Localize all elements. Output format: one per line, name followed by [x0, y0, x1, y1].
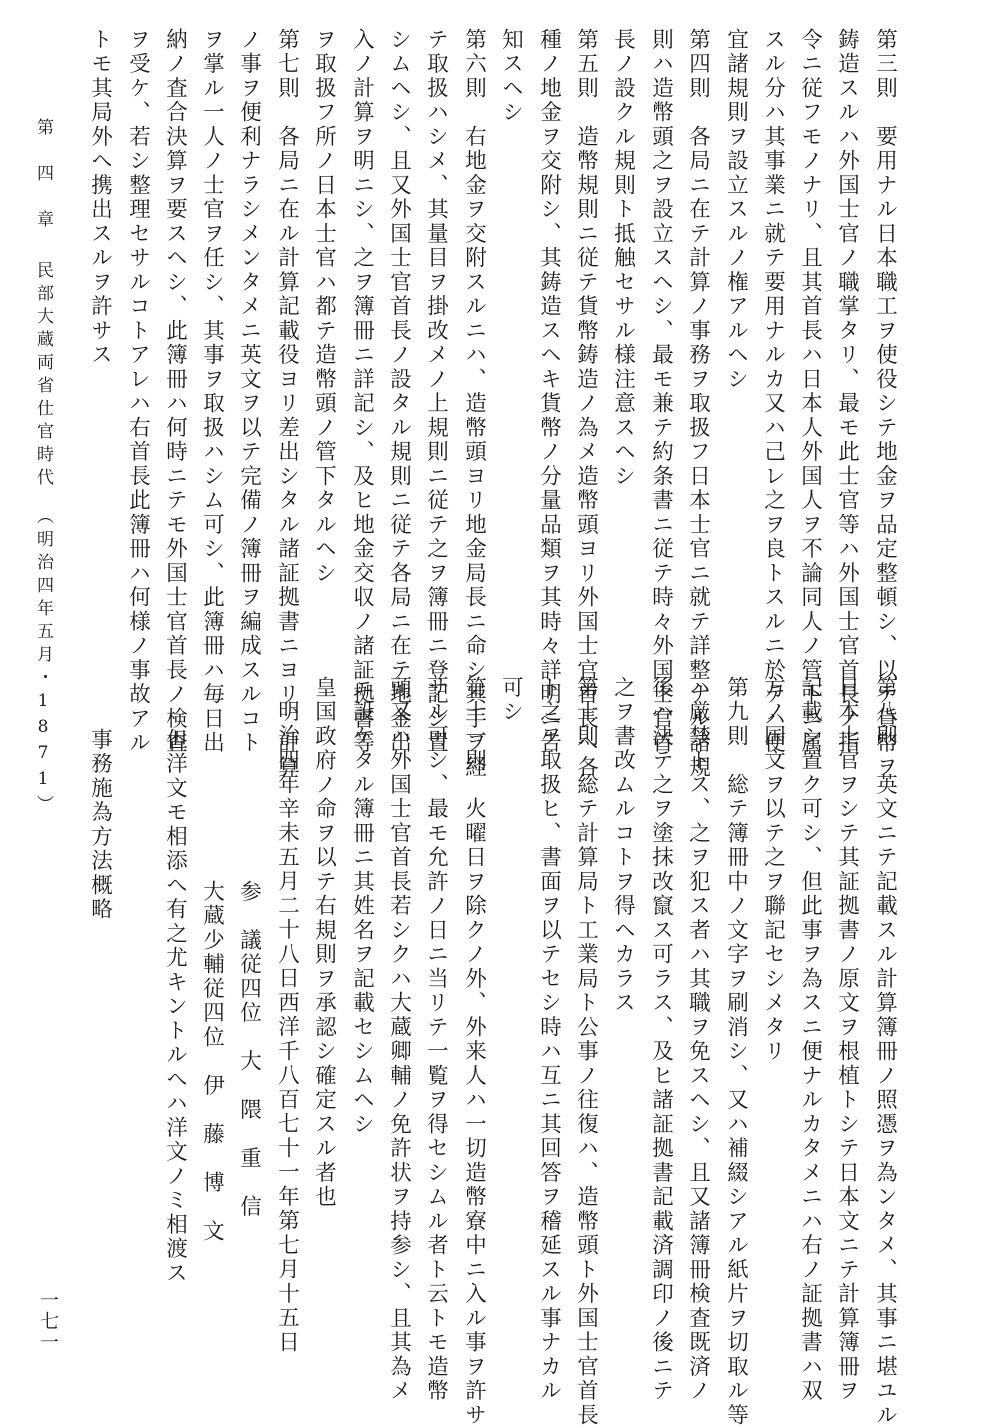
- text-column: 之ヲ書改ムルコトヲ得ヘカラス: [610, 676, 636, 1016]
- text-column: 第十則 総テ計算局ト工業局ト公事ノ往復ハ、造幣頭ト外国士官首長: [573, 676, 599, 1428]
- text-column: ニ設ケタル簿冊ニ其姓名ヲ記載セシムヘシ: [349, 676, 375, 1137]
- signature-ito: 大蔵少輔従四位 伊 藤 博 文: [199, 880, 225, 1244]
- text-column: 皇国政府ノ命ヲ以テ右規則ヲ承認シ確定スル者也: [311, 676, 337, 1210]
- chapter-title: 民部大蔵両省仕官時代: [33, 261, 53, 491]
- text-column: 知スヘシ: [498, 28, 524, 125]
- text-column: 第六則 右地金ヲ交附スルニハ、造幣頭ヨリ地金局長ニ命シ其手ヲ経: [461, 28, 487, 780]
- text-column: シムヘシ、且又外国士官首長ノ設タル規則ニ従テ各局ニ在テ地金出: [386, 28, 412, 756]
- note-text: 但洋文モ相添へ有之尤キントルへハ洋文ノミ相渡ス: [162, 728, 188, 1286]
- text-column: 宜諸規則ヲ設立スルノ権アルヘシ: [723, 28, 749, 392]
- text-column: テ取扱ハシメ、其量目ヲ掛改メノ上規則ニ従テ之ヲ簿冊ニ登記シ置: [423, 28, 449, 756]
- text-column: 則ハ造幣頭之ヲ設立スヘシ、最モ兼テ約条書ニ従テ時々外国士官首: [648, 28, 674, 756]
- running-header: [34, 118, 51, 818]
- text-column: 可シ: [498, 676, 524, 725]
- text-column: 鋳造スルハ外国士官ノ職掌タリ、最モ此士官等ハ外国士官首長ノ指: [834, 28, 860, 756]
- text-column: 令ニ従フモノナリ、且其首長ハ日本人外国人ヲ不論同人ノ管下ニ属: [797, 28, 823, 756]
- text-column: スル分ハ其事業ニ就テ要用ナルカ又ハ己レ之ヲ良トスルニ於テハ便: [760, 28, 786, 756]
- text-column: ハ厳禁トス、之ヲ犯ス者ハ其職ヲ免スヘシ、且又諸簿冊検査既済ノ: [685, 676, 711, 1404]
- text-column: 第四則 各局ニ在テ計算ノ事務ヲ取扱フ日本士官ニ就テ詳整ナル諸規: [685, 28, 711, 780]
- chapter-label: 第 四 章: [33, 118, 53, 233]
- text-column: 方ノ国文ヲ以テ之ヲ聯記セシメタリ: [760, 676, 786, 1064]
- text-column: サル可シ、最モ允許ノ日ニ当リテ一覧ヲ得セシムル者ト云トモ造幣: [423, 676, 449, 1404]
- text-column: 後ハ決テ之ヲ塗抹改竄ス可ラス、及ヒ諸証拠書記載済調印ノ後ニテ: [648, 676, 674, 1404]
- text-column: ト之ヲ取扱ヒ、書面ヲ以テセシ時ハ互ニ其回答ヲ稽延スル事ナカル: [536, 676, 562, 1404]
- text-column: 第九則 総テ簿冊中ノ文字ヲ刷消シ、又ハ補綴シアル紙片ヲ切取ル等: [723, 676, 749, 1428]
- text-column: ヲ受ケ、若シ整理セサルコトアレハ右首長此簿冊ハ何様ノ事故アル: [125, 28, 151, 756]
- text-column: 記載シ置ク可シ、但此事ヲ為スニ便ナルカタメニハ右ノ証拠書ハ双: [797, 676, 823, 1404]
- text-column: 入ノ計算ヲ明ニシ、之ヲ簿冊ニ詳記シ、及ヒ地金交収ノ諸証拠書等: [349, 28, 375, 756]
- chapter-period: （明治四年五月・1871）: [33, 507, 53, 818]
- section-heading: 事務施為方法概略: [87, 728, 113, 922]
- signature-okuma: 参 議従四位 大 隈 重 信: [236, 880, 262, 1220]
- text-column: 第七則 各局ニ在ル計算記載役ヨリ差出シタル諸証拠書ニヨリ、計算: [274, 28, 300, 780]
- text-column: 日本士官ヲシテ其証拠書ノ原文ヲ根植トシテ日本文ニテ計算簿冊ヲ: [834, 676, 860, 1404]
- page-number: 一七一: [37, 1290, 59, 1353]
- text-column: 第八則 英文ニテ記載スル計算簿冊ノ照憑ヲ為ンタメ、其事ニ堪ユル: [872, 676, 898, 1428]
- text-column: 納ノ査合決算ヲ要スヘシ、此簿冊ハ何時ニテモ外国士官首長ノ検査: [162, 28, 188, 756]
- text-column: ヲ掌ル一人ノ士官ヲ任シ、其事ヲ取扱ハシム可シ、此簿冊ハ毎日出: [199, 28, 225, 756]
- text-column: 長ノ設クル規則ト抵触セサル様注意スヘシ: [610, 28, 636, 489]
- text-column: ヲ取扱フ所ノ日本士官ハ都テ造幣頭ノ管下タルヘシ: [311, 28, 337, 586]
- text-column: 明治四年辛未五月二十八日西洋千八百七十一年第七月十五日: [274, 700, 300, 1355]
- text-column: 種ノ地金ヲ交附シ、其鋳造スヘキ貨幣ノ分量品類ヲ其時々詳明ニ告: [536, 28, 562, 756]
- text-column: 第三則 要用ナル日本職工ヲ使役シテ地金ヲ品定整頓シ、以テ貨幣ヲ: [872, 28, 898, 780]
- text-column: 第十一則 火曜日ヲ除クノ外、外来人ハ一切造幣寮中ニ入ル事ヲ許サ: [461, 676, 487, 1428]
- text-column: 第五則 造幣規則ニ従テ貨幣鋳造ノ為メ造幣頭ヨリ外国士官首長へ各: [573, 28, 599, 780]
- text-column: トモ其局外へ携出スルヲ許サス: [87, 28, 113, 368]
- text-column: ノ事ヲ便利ナラシメンタメニ英文ヲ以テ完備ノ簿冊ヲ編成スルコト: [236, 28, 262, 756]
- text-column: 頭又ハ外国士官首長若シクハ大蔵卿輔ノ免許状ヲ持参シ、且其為メ: [386, 676, 412, 1404]
